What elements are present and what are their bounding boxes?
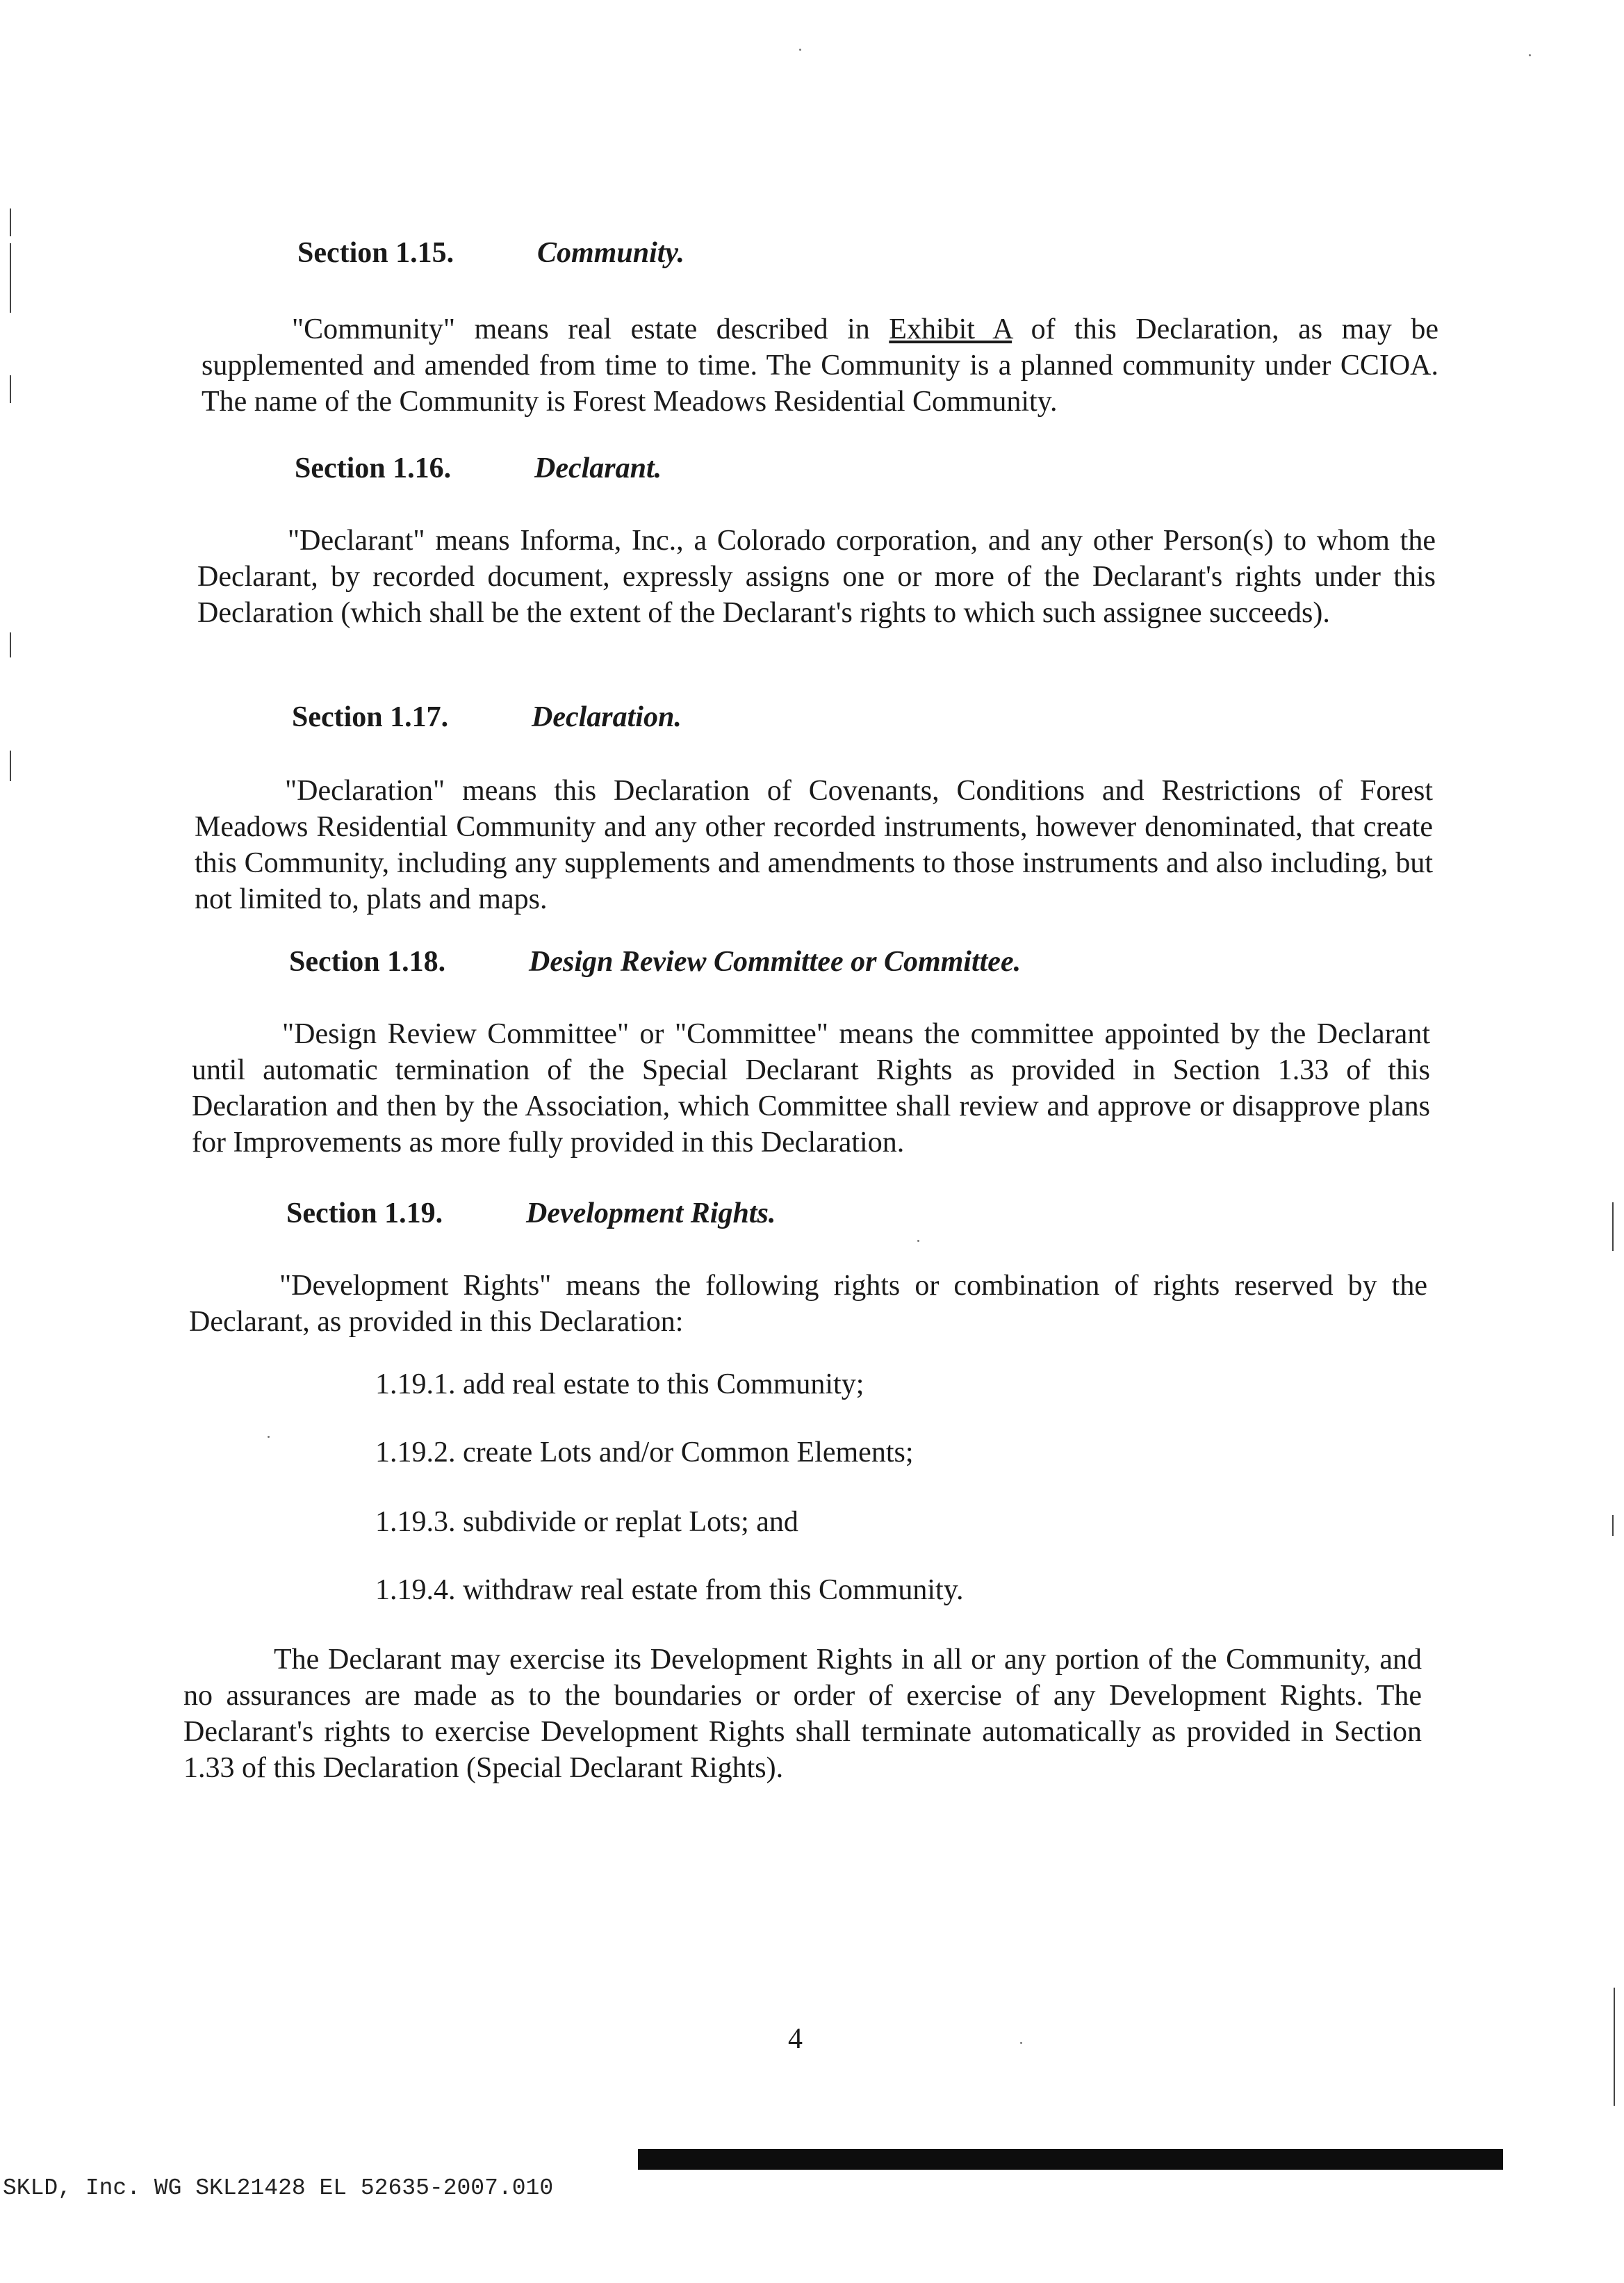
- section-title: Community.: [537, 237, 684, 269]
- body-text: The Declarant may exercise its Development Rights in all or any portion of the Community, and no assurances are made as to the boundaries or order of exercise of any Development Rights. The Declarant's rights to exercise Development Rights shall terminate automatically as provided in Section 1.33 of this Declaration (Special Declarant Rights).: [183, 1644, 1422, 1784]
- scan-margin-mark: [10, 375, 11, 403]
- scan-margin-mark: [10, 632, 11, 657]
- section-body: [189, 1268, 1427, 1340]
- section-number: Section 1.18.: [289, 946, 446, 978]
- scan-margin-mark: [10, 751, 11, 781]
- section-heading: [289, 945, 1021, 979]
- scan-speck: [1020, 2042, 1022, 2044]
- scan-speck: [917, 1240, 919, 1242]
- section-heading: [297, 236, 684, 270]
- section-heading: [295, 452, 662, 485]
- section-number: Section 1.15.: [297, 237, 454, 269]
- list-item: 1.19.3. subdivide or replat Lots; and: [375, 1506, 798, 1538]
- section-number: Section 1.16.: [295, 452, 452, 484]
- section-number: Section 1.17.: [292, 701, 449, 733]
- section-title: Declarant.: [534, 452, 662, 484]
- body-text: "Declarant" means Informa, Inc., a Colorado corporation, and any other Person(s) to whom the Declarant, by recorded document, expressly assigns one or more of the Declarant's rights under this Declaration (which shall be the extent of the Declarant's rights to which such assignee succeeds).: [197, 525, 1436, 629]
- scan-margin-mark: [10, 208, 11, 236]
- body-text: "Declaration" means this Declaration of Covenants, Conditions and Restrictions of Forest Meadows Residential Community and any other recorded instruments, however denominated, that create this Community, including any supplements and amendments to those instruments and also including, but not limited to, plats and maps.: [195, 775, 1433, 915]
- list-item: 1.19.1. add real estate to this Community;: [375, 1368, 864, 1400]
- section-body: [202, 311, 1438, 420]
- section-title: Declaration.: [532, 701, 682, 733]
- scan-speck: [1529, 54, 1531, 56]
- body-text: "Development Rights" means the following rights or combination of rights reserved by the Declarant, as provided in this Declaration:: [189, 1270, 1427, 1338]
- scan-margin-mark: [1612, 1202, 1614, 1251]
- section-closing-paragraph: [183, 1642, 1422, 1786]
- section-heading: [292, 701, 682, 734]
- scan-footer-bar: [638, 2149, 1503, 2170]
- section-body: [192, 1016, 1430, 1161]
- body-text: of this Declaration, as may be supplemented and amended from time to time. The Community is a planned community under CCIOA. The name of the Community is Forest Meadows Residential Community.: [202, 313, 1439, 418]
- scan-speck: [268, 1436, 270, 1438]
- exhibit-reference: Exhibit A: [889, 313, 1012, 345]
- scan-margin-mark: [1612, 1515, 1614, 1536]
- section-body: [197, 523, 1436, 631]
- scan-margin-mark: [10, 243, 11, 313]
- list-item: 1.19.2. create Lots and/or Common Elements;: [375, 1437, 914, 1468]
- scan-speck: [799, 49, 801, 51]
- section-number: Section 1.19.: [286, 1197, 443, 1229]
- section-heading: [286, 1197, 776, 1230]
- scan-margin-mark: [1614, 1988, 1615, 2106]
- body-text: "Community" means real estate described in: [292, 313, 889, 345]
- list-item: 1.19.4. withdraw real estate from this Community.: [375, 1574, 964, 1606]
- document-footer-code: SKLD, Inc. WG SKL21428 EL 52635-2007.010: [3, 2175, 554, 2201]
- body-text: "Design Review Committee" or "Committee" means the committee appointed by the Declarant until automatic termination of the Special Declarant Rights as provided in Section 1.33 of this Declaration and then by the Association, which Committee shall review and approve or disapprove plans for Improvements as more fully provided in this Declaration.: [192, 1018, 1430, 1159]
- section-title: Design Review Committee or Committee.: [529, 946, 1022, 978]
- section-body: [195, 773, 1433, 917]
- page-number: 4: [788, 2023, 803, 2055]
- section-title: Development Rights.: [526, 1197, 776, 1229]
